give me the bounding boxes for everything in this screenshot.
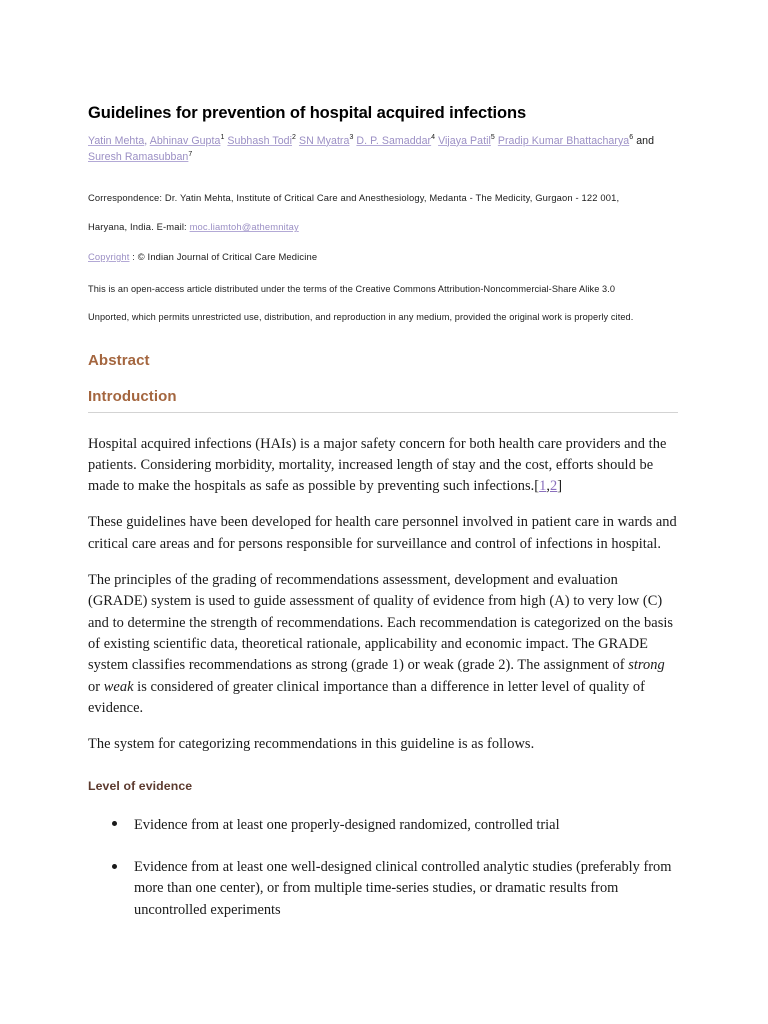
document-content [88, 104, 678, 921]
author-name: Subhash Todi [227, 134, 293, 147]
copyright-text: : © Indian Journal of Critical Care Medicine [129, 250, 318, 262]
paragraph-text: The principles of the grading of recommendations assessment, development and evaluation (GRADE) system is used to guide assessment of quality of evidence from high (A) to very low (C) and to determine the strength of recommendations. Each recommendation is categorized on the basis of existing scientific data, theoretical rationale, applicability and economic impact. The GRADE system classifies recommendations as strong (grade 1) or weak (grade 2). The assignment of [88, 572, 674, 674]
evidence-bullet-list [88, 815, 678, 921]
author-separator: , [144, 134, 150, 147]
emphasis-strong: strong [628, 657, 665, 674]
subsection-heading-level-of-evidence: Level of evidence [88, 778, 193, 793]
list-item-text: Evidence from at least one well-designed clinical controlled analytic studies (preferably from more than one center), or from multiple time-series studies, or dramatic results from uncontrolled experiments [134, 858, 672, 918]
paragraph-text: is considered of greater clinical importance than a difference in letter level of quality of evidence. [88, 678, 645, 716]
section-heading-abstract: Abstract [88, 351, 150, 369]
author-name: Abhinav Gupta [149, 134, 221, 147]
author-conjunction-text: and [636, 134, 655, 147]
author-link-sn-myatra[interactable] [299, 135, 350, 147]
copyright-link[interactable]: Copyright [88, 250, 130, 262]
author-link-abhinav-gupta[interactable] [150, 135, 221, 147]
author-name: Yatin Mehta [88, 134, 145, 147]
list-item [134, 857, 678, 921]
license-line-2: Unported, which permits unrestricted use, distribution, and reproduction in any medium, provided the original work is properly cited. [88, 312, 634, 323]
list-item [134, 815, 678, 836]
citation-separator: , [546, 478, 551, 495]
paragraph-guidelines-scope: These guidelines have been developed for health care personnel involved in patient care in wards and critical care areas and for persons responsible for surveillance and control of infections in hospital. [88, 514, 677, 552]
author-list: Yatin Mehta, Abhinav Gupta$^1$ Subhash Todi$^2$ SN Myatra$^3$ D. P. Samaddar$^4$ Vijaya Patil$^5$ Pradip Kumar Bhattacharya$^6$ and Suresh Ramasubban$^7$ [88, 134, 655, 164]
copyright-line [88, 251, 678, 264]
email-link[interactable]: moc.liamtoh@athemnitay [189, 221, 299, 233]
bullet-dot-icon [112, 821, 117, 826]
paragraph-categorizing-system: The system for categorizing recommendations in this guideline is as follows. [88, 736, 535, 753]
author-name: Suresh Ramasubban [88, 151, 189, 164]
author-name: Vijaya Patil [438, 134, 491, 147]
paragraph-grade-system [88, 570, 678, 719]
author-name: Pradip Kumar Bhattacharya [497, 134, 630, 147]
license-line-1: This is an open-access article distributed under the terms of the Creative Commons Attribution-Noncommercial-Share Alike 3.0 [88, 283, 616, 294]
author-link-pradip-kumar-bhattacharya[interactable] [498, 135, 629, 147]
page-title: Guidelines for prevention of hospital acquired infections [88, 104, 527, 122]
author-name: D. P. Samaddar [356, 134, 432, 147]
citation-link-2[interactable]: 2 [550, 478, 558, 495]
paragraph-text: or [88, 678, 104, 695]
correspondence-line-1: Correspondence: Dr. Yatin Mehta, Institute of Critical Care and Anesthesiology, Medanta - The Medicity, Gurgaon - 122 001, [88, 191, 620, 203]
list-item-text: Evidence from at least one properly-designed randomized, controlled trial [134, 816, 560, 833]
section-heading-introduction: Introduction [88, 387, 177, 405]
emphasis-weak: weak [103, 678, 134, 695]
paragraph-hai-overview [88, 434, 678, 498]
metadata-block [88, 192, 678, 324]
author-link-subhash-todi[interactable] [227, 135, 292, 147]
citation-bracket-close: ] [557, 478, 563, 495]
bullet-dot-icon [112, 864, 117, 869]
correspondence-line-2 [88, 221, 678, 234]
citation-link-1[interactable]: 1 [539, 478, 547, 495]
author-name: SN Myatra [298, 134, 350, 147]
author-link-yatin-mehta[interactable] [88, 135, 144, 147]
author-link-vijaya-patil[interactable] [438, 135, 491, 147]
correspondence-email-label: Haryana, India. E-mail: [88, 221, 190, 233]
section-divider [88, 412, 678, 413]
author-link-suresh-ramasubban[interactable] [88, 151, 188, 163]
paragraph-text: Hospital acquired infections (HAIs) is a major safety concern for both health care providers and the patients. Considering morbidity, mortality, increased length of stay and the cost, efforts should be made to make the hospitals as safe as possible by preventing such infections.[ [88, 435, 667, 495]
author-link-dp-samaddar[interactable] [356, 135, 431, 147]
